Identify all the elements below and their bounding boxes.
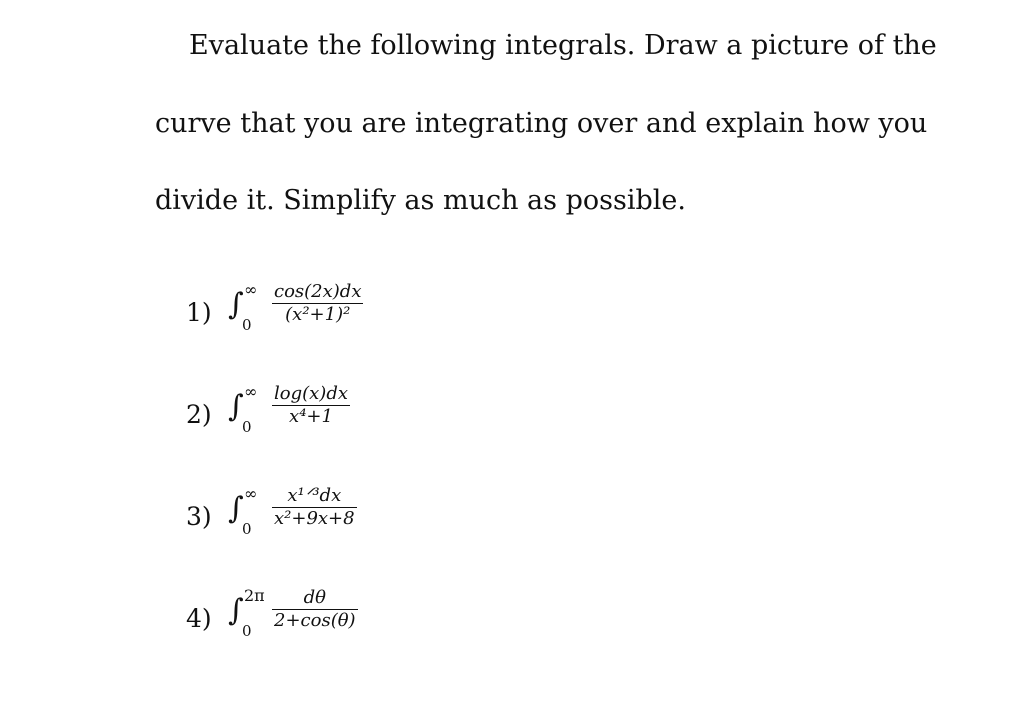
upper-limit: ∞ [244, 280, 258, 299]
upper-limit: ∞ [244, 484, 258, 503]
integral-sign: ∫ [228, 593, 244, 628]
instruction-line-2: curve that you are integrating over and explain how you [155, 108, 928, 139]
integrand-fraction [272, 282, 363, 325]
integrand-fraction [272, 588, 358, 631]
integrand-fraction [272, 486, 357, 529]
integrand-fraction [272, 384, 350, 427]
problem-number: 4) [186, 604, 212, 633]
lower-limit: 0 [242, 520, 252, 538]
problem-3 [186, 484, 446, 552]
lower-limit: 0 [242, 316, 252, 334]
instruction-line-1: Evaluate the following integrals. Draw a picture of the [189, 30, 937, 61]
problem-number: 1) [186, 298, 212, 327]
integral-sign: ∫ [228, 389, 244, 424]
problem-number: 3) [186, 502, 212, 531]
numerator: dθ [303, 587, 326, 608]
upper-limit: ∞ [244, 382, 258, 401]
lower-limit: 0 [242, 418, 252, 436]
problem-number: 2) [186, 400, 212, 429]
upper-limit: 2π [244, 586, 265, 605]
denominator: (x²+1)² [285, 303, 351, 325]
problem-2 [186, 382, 446, 450]
numerator: cos(2x)dx [274, 281, 362, 302]
denominator: 2+cos(θ) [274, 609, 356, 631]
lower-limit: 0 [242, 622, 252, 640]
problem-4 [186, 586, 446, 654]
integral-sign: ∫ [228, 287, 244, 322]
denominator: x²+9x+8 [274, 507, 355, 529]
numerator: x¹ᐟ³dx [287, 485, 342, 506]
problem-1 [186, 280, 446, 348]
numerator: log(x)dx [274, 383, 348, 404]
denominator: x⁴+1 [289, 405, 333, 427]
integral-sign: ∫ [228, 491, 244, 526]
instruction-line-3: divide it. Simplify as much as possible. [155, 185, 686, 216]
